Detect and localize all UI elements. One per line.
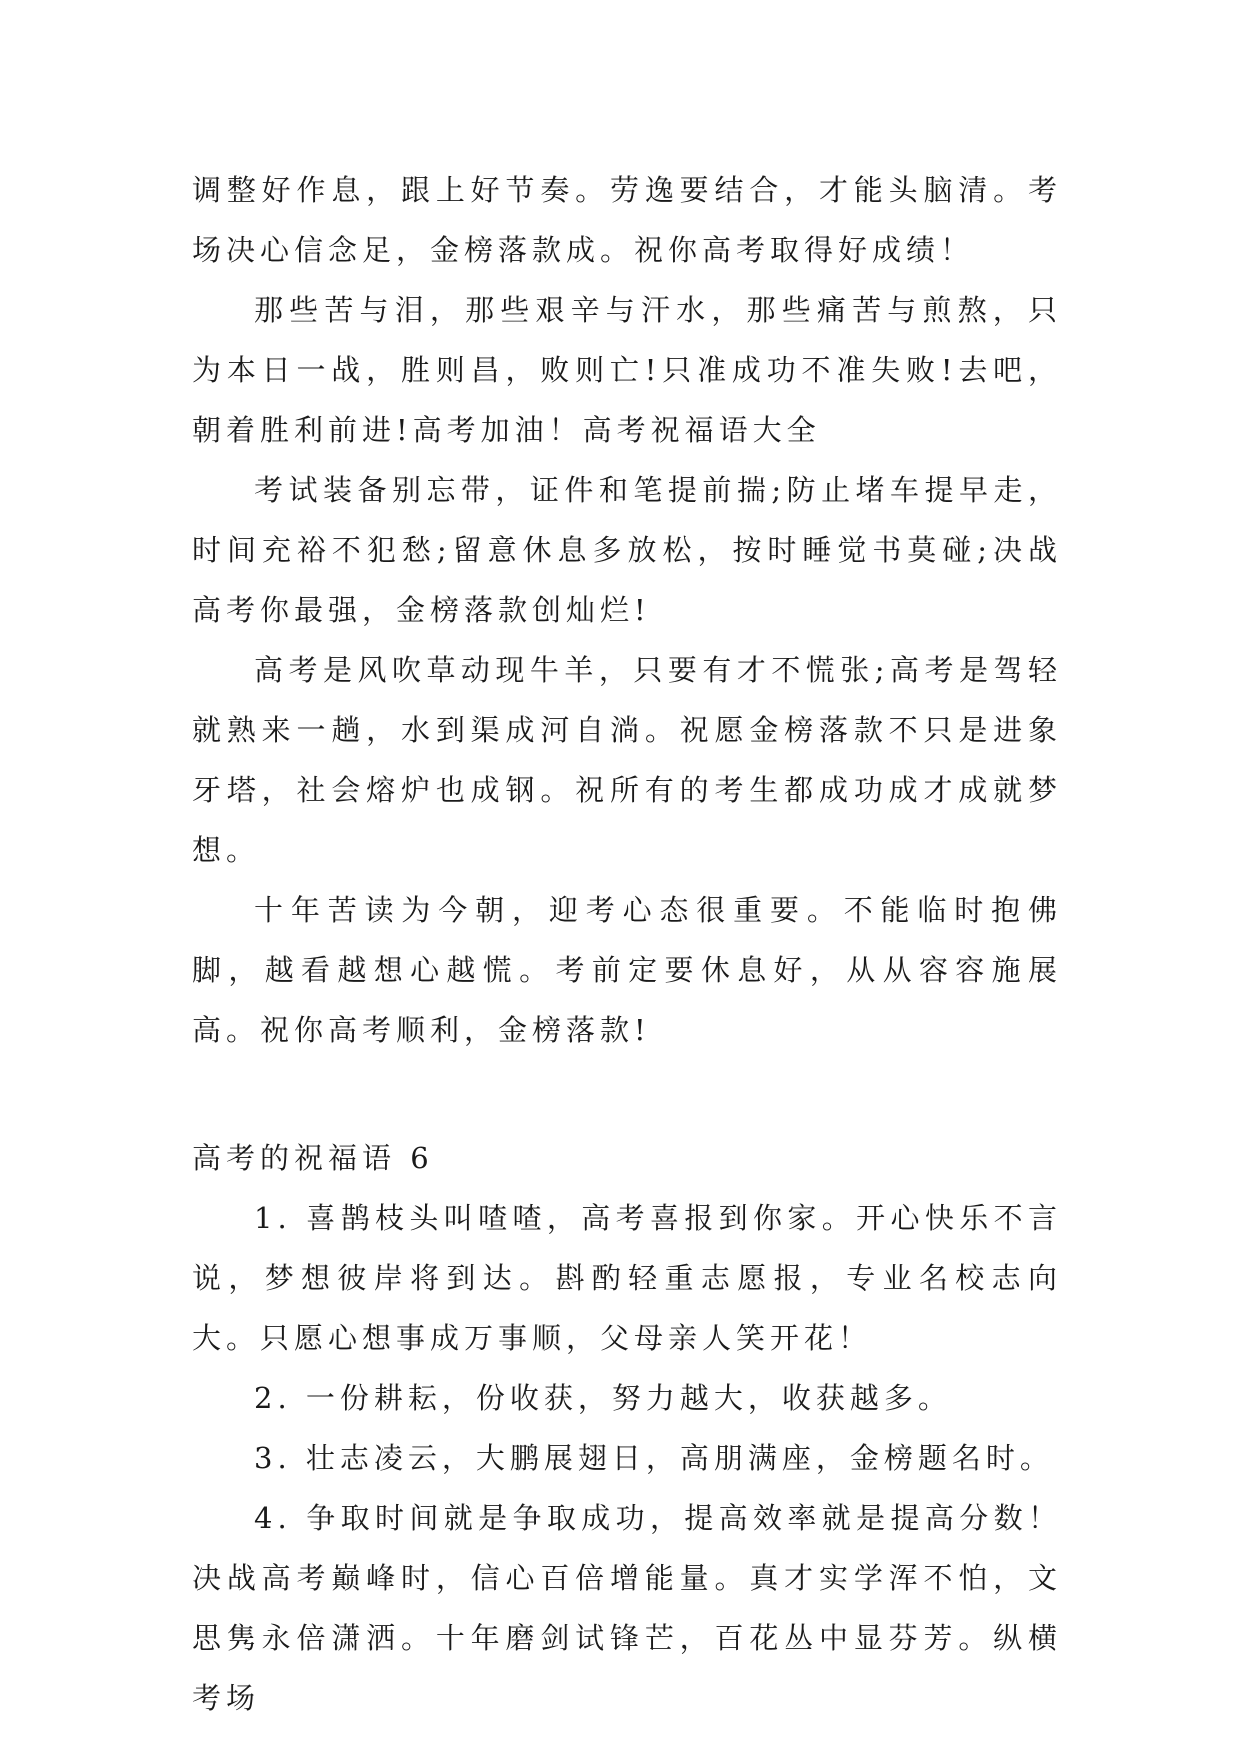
- paragraph: 十年苦读为今朝，迎考心态很重要。不能临时抱佛脚，越看越想心越慌。考前定要休息好，从从容容施展高。祝你高考顺利，金榜落款!: [192, 893, 1062, 1047]
- list-item: 3. 壮志凌云，大鹏展翅日，高朋满座，金榜题名时。: [254, 1441, 1054, 1475]
- list-item: 1. 喜鹊枝头叫喳喳，高考喜报到你家。开心快乐不言说，梦想彼岸将到达。斟酌轻重志愿报，专业名校志向大。只愿心想事成万事顺，父母亲人笑开花！: [192, 1201, 1062, 1355]
- list-item: 4. 争取时间就是争取成功，提高效率就是提高分数！决战高考巅峰时，信心百倍增能量。真才实学浑不怕，文思隽永倍潇洒。十年磨剑试锋芒，百花丛中显芬芳。纵横考场: [192, 1501, 1062, 1715]
- paragraph-continued: 调整好作息，跟上好节奏。劳逸要结合，才能头脑清。考场决心信念足，金榜落款成。祝你高考取得好成绩！: [192, 173, 1062, 267]
- list-item: 2. 一份耕耘，份收获，努力越大，收获越多。: [254, 1381, 952, 1415]
- section-heading: 高考的祝福语 6: [192, 1141, 434, 1175]
- paragraph: 高考是风吹草动现牛羊，只要有才不慌张;高考是驾轻就熟来一趟，水到渠成河自淌。祝愿金榜落款不只是进象牙塔，社会熔炉也成钢。祝所有的考生都成功成才成就梦想。: [192, 653, 1062, 867]
- paragraph: 考试装备别忘带，证件和笔提前揣;防止堵车提早走，时间充裕不犯愁;留意休息多放松，按时睡觉书莫碰;决战高考你最强，金榜落款创灿烂!: [192, 473, 1062, 627]
- paragraph: 那些苦与泪，那些艰辛与汗水，那些痛苦与煎熬，只为本日一战，胜则昌，败则亡!只准成功不准失败!去吧，朝着胜利前进!高考加油！高考祝福语大全: [192, 293, 1062, 447]
- document-body: [192, 160, 1062, 1728]
